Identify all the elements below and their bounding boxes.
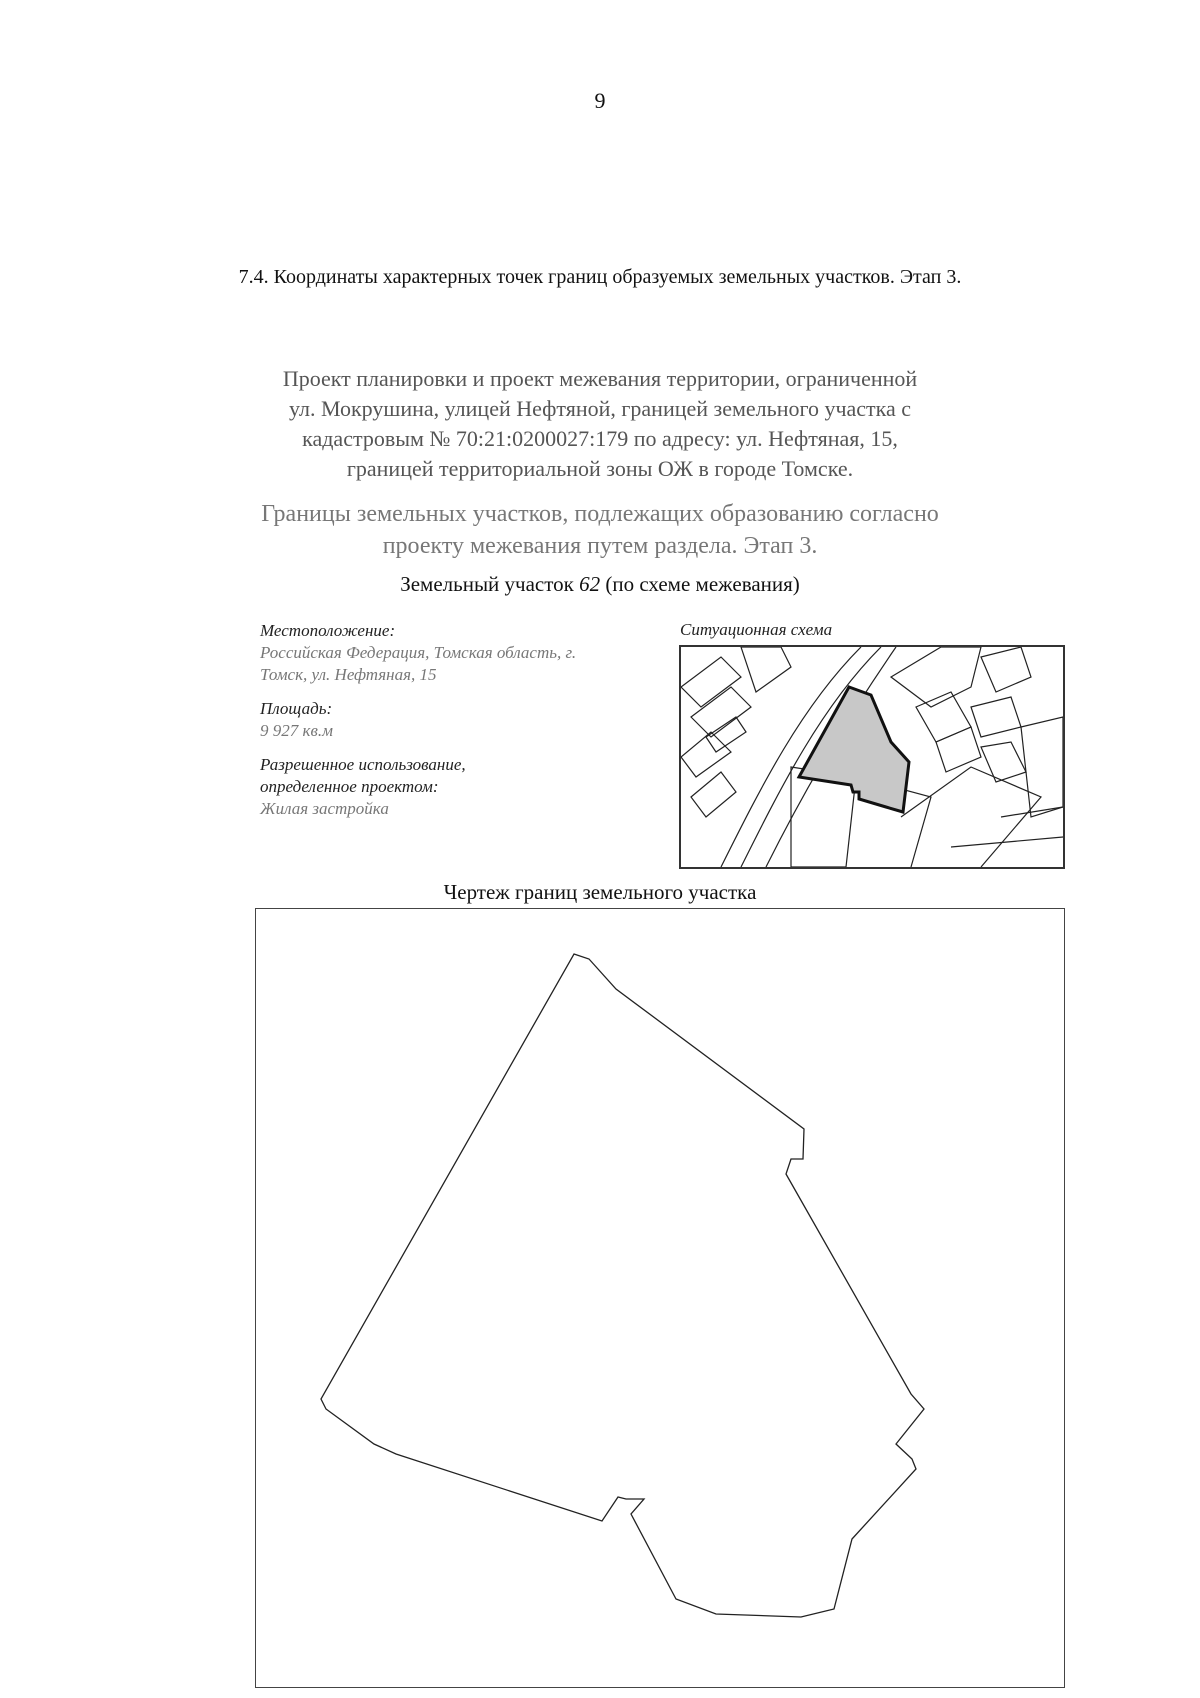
page-number: 9 xyxy=(594,88,606,113)
project-title-line: ул. Мокрушина, улицей Нефтяной, границей земельного участка с xyxy=(288,396,912,421)
location-value: Российская Федерация, Томская область, г. Томск, ул. Нефтяная, 15 xyxy=(260,643,577,684)
project-title-line: Проект планировки и проект межевания территории, ограниченной xyxy=(282,366,918,391)
drawing-caption: Чертеж границ земельного участка xyxy=(443,880,757,904)
project-title-line: кадастровым № 70:21:0200027:179 по адресу: ул. Нефтяная, 15, xyxy=(302,426,898,451)
project-title-line: границей территориальной зоны ОЖ в городе Томске. xyxy=(346,456,854,481)
scheme-caption: Ситуационная схема xyxy=(680,620,833,639)
boundaries-title-line: проекту межевания путем раздела. Этап 3. xyxy=(382,533,818,559)
plot-title-suffix: (по схеме межевания) xyxy=(605,572,800,596)
project-title xyxy=(240,364,960,484)
location-label: Местоположение: xyxy=(260,621,396,640)
boundaries-title-line: Границы земельных участков, подлежащих образованию согласно xyxy=(261,501,939,527)
highlighted-plot xyxy=(799,687,909,812)
use-label: Разрешенное использование, определенное проектом: xyxy=(260,755,466,796)
plot-title xyxy=(0,572,1200,597)
boundary-drawing xyxy=(255,908,1065,1688)
area-label: Площадь: xyxy=(260,699,333,718)
section-heading: 7.4. Координаты характерных точек границ образуемых земельных участков. Этап 3. xyxy=(238,266,962,288)
boundaries-title xyxy=(200,498,1000,562)
area-value: 9 927 кв.м xyxy=(260,721,333,740)
situational-scheme-map xyxy=(681,647,1063,867)
use-value: Жилая застройка xyxy=(260,799,389,818)
situational-scheme xyxy=(679,645,1065,869)
plot-info xyxy=(260,620,660,832)
plot-boundary xyxy=(321,954,924,1617)
plot-number: 62 xyxy=(579,572,601,596)
boundary-drawing-svg xyxy=(256,909,1064,1687)
plot-title-prefix: Земельный участок xyxy=(400,572,574,596)
